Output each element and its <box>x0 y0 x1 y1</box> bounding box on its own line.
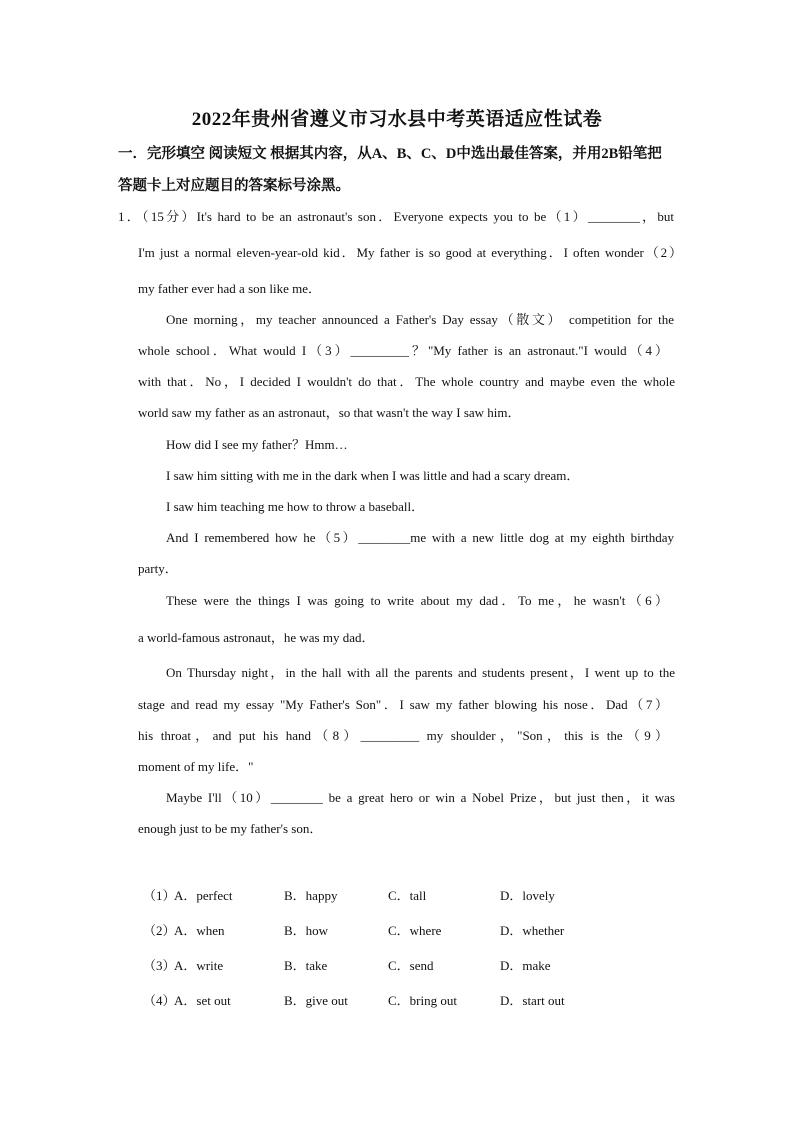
option-c: C．bring out <box>388 993 457 1008</box>
passage-line: a world-famous astronaut，he was my dad． <box>138 630 375 645</box>
passage-line: world saw my father as an astronaut，so that wasn't the way I saw him． <box>138 405 521 420</box>
option-b: B．happy <box>284 888 338 903</box>
passage-line: I saw him sitting with me in the dark when I was little and had a scary dream． <box>166 468 580 483</box>
option-a: A．when <box>174 923 225 938</box>
passage-line: And I remembered how he（5）________me with a new little dog at my eighth birthday <box>166 530 674 545</box>
passage-line: my father ever had a son like me． <box>138 281 322 296</box>
option-a: A．write <box>174 958 224 973</box>
passage-line: These were the things I was going to write about my dad．To me，he wasn't（6） <box>166 593 668 608</box>
question-label: （2） <box>143 923 176 938</box>
option-b: B．give out <box>284 993 348 1008</box>
option-b: B．how <box>284 923 329 938</box>
section-heading-line2: 答题卡上对应题目的答案标号涂黑。 <box>118 178 350 194</box>
passage-line: party． <box>138 561 178 576</box>
passage-line: I saw him teaching me how to throw a baseball． <box>166 499 425 514</box>
passage-line: whole school．What would I（3）_________？"My father is an astronaut."I would（4） <box>138 343 668 358</box>
passage-line: Maybe I'll（10）________ be a great hero or win a Nobel Prize，but just then，it was <box>166 790 675 805</box>
option-a: A．set out <box>174 993 231 1008</box>
passage-line: One morning，my teacher announced a Father's Day essay（散文） competition for the <box>166 312 674 327</box>
passage-line: I'm just a normal eleven-year-old kid．My father is so good at everything．I often wonder（2） <box>138 245 682 260</box>
option-d: D．whether <box>500 923 565 938</box>
question-label: （1） <box>143 888 176 903</box>
option-c: C．send <box>388 958 434 973</box>
question-label: （3） <box>143 958 176 973</box>
option-d: D．start out <box>500 993 565 1008</box>
passage-line: How did I see my father？Hmm… <box>166 437 348 452</box>
page-title: 2022年贵州省遵义市习水县中考英语适应性试卷 <box>191 109 603 130</box>
option-d: D．lovely <box>500 888 555 903</box>
question-label: （4） <box>143 993 176 1008</box>
section-heading-line1: 一．完形填空 阅读短文 根据其内容，从A、B、C、D中选出最佳答案，并用2B铅笔把 <box>118 146 662 162</box>
passage-line: his throat，and put his hand（8）_________ my shoulder，"Son，this is the（9） <box>138 728 668 743</box>
passage-line: with that．No，I decided I wouldn't do that．The whole country and maybe even the whole <box>138 374 675 389</box>
passage-line: enough just to be my father's son． <box>138 821 323 836</box>
option-c: C．tall <box>388 888 427 903</box>
passage-line: 1．（15分）It's hard to be an astronaut's son．Everyone expects you to be（1）________，but <box>118 209 674 224</box>
passage-line: On Thursday night，in the hall with all the parents and students present，I went up to the <box>166 665 675 680</box>
passage-line: stage and read my essay "My Father's Son"．I saw my father blowing his nose．Dad（7） <box>138 697 668 712</box>
option-a: A．perfect <box>174 888 233 903</box>
option-b: B．take <box>284 958 328 973</box>
option-d: D．make <box>500 958 551 973</box>
passage-line: moment of my life．" <box>138 759 254 774</box>
option-c: C．where <box>388 923 442 938</box>
